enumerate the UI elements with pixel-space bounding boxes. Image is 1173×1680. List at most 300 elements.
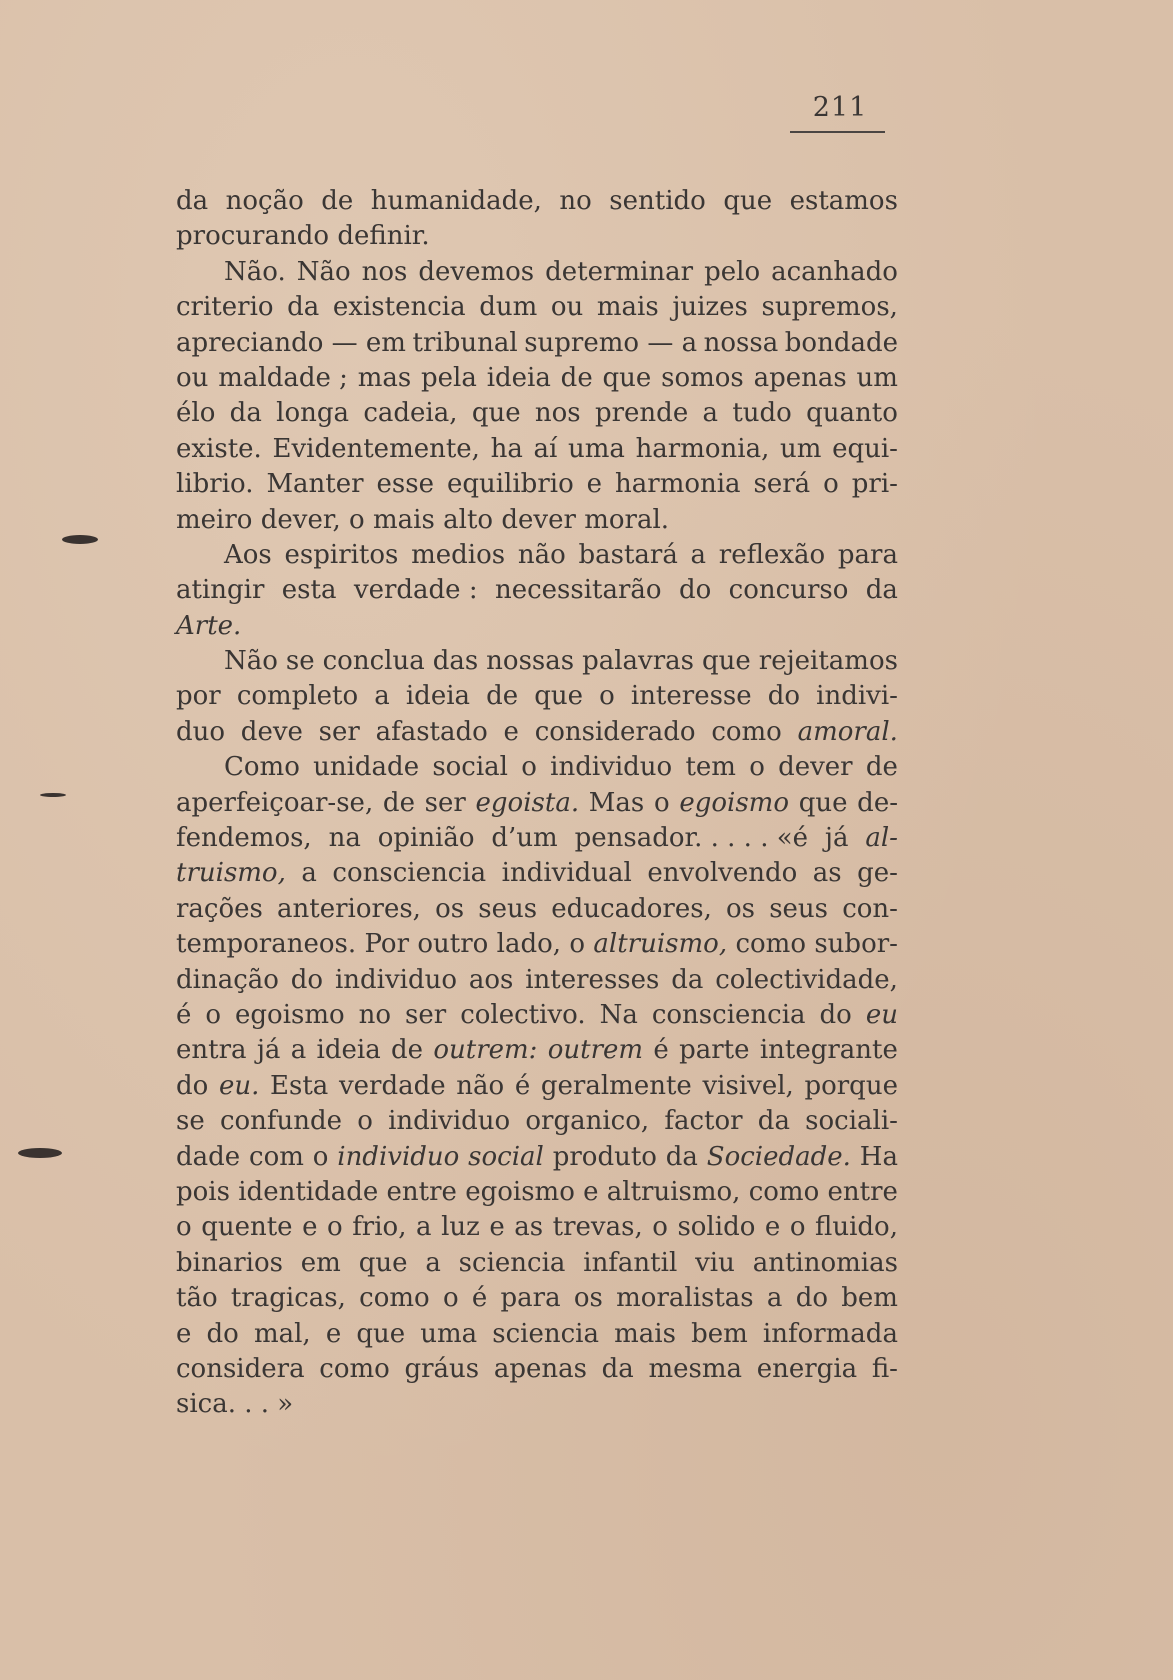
word: de [382,787,415,818]
word: sociali- [805,1106,898,1137]
word: Arte. [176,610,242,641]
word: individuo [334,964,458,995]
word: como [735,929,806,960]
word: atingir [176,575,265,606]
word: tribunal [412,327,518,358]
word: sentido [609,186,706,216]
text-line [176,821,898,856]
word: não [517,539,566,570]
word: temporaneos. [176,929,357,960]
word: confunde [219,1106,343,1137]
word: mais [596,292,659,323]
word: harmonia [615,469,741,500]
word: afastado [375,716,488,747]
word: Evidentemente, [272,433,480,464]
word: em [300,1247,341,1278]
word: existe. [176,433,262,464]
word: altruismo, [593,929,728,960]
text-line [176,998,898,1033]
word: opinião [377,823,475,854]
word: e [503,716,519,747]
word: interesse [630,681,752,712]
word: Esta [270,1070,329,1101]
word: antinomias [752,1247,898,1278]
text-line [176,432,898,467]
text-line [176,573,898,608]
word: duo [176,716,226,747]
word: meiro [176,504,253,535]
word: porque [804,1070,898,1101]
word: tão [176,1283,218,1314]
word: mais [373,504,435,535]
word: pensador. . . . . «é [574,823,809,854]
word: e [583,1176,599,1207]
word: anteriores, [277,893,421,924]
word: que [702,646,751,677]
word: dever [501,504,576,535]
text-line [176,503,898,538]
word: Manter [266,469,364,500]
word: definir. [337,221,430,252]
word: binarios [176,1247,283,1278]
word: eu [865,999,898,1030]
word: esta [281,575,337,606]
text-line [176,1281,898,1316]
text-line [176,538,898,573]
word: fluido, [815,1212,898,1243]
text-line [176,326,898,361]
word: integrante [759,1035,898,1066]
word: de [486,681,519,712]
word: energia [756,1353,858,1384]
word: o [789,1212,806,1243]
word: do [206,1318,239,1349]
word: estamos [789,186,898,216]
word: que [798,787,848,818]
word: do [795,1283,828,1314]
word: no [358,999,392,1030]
word: da [865,575,898,606]
text-line [176,609,898,644]
word: a [690,539,707,570]
text-line [176,396,898,431]
word: do [767,681,801,712]
word: rejeitamos [758,646,898,677]
text-line [176,361,898,396]
text-line [176,467,898,502]
word: como [319,1353,390,1384]
word: considera [176,1353,305,1384]
word: os [435,893,465,924]
word: e [489,1212,505,1243]
word: não [456,1070,505,1101]
text-line [176,715,898,750]
word: que [602,362,652,393]
word: mal, [253,1318,311,1349]
word: outrem: [433,1035,538,1066]
word: de [865,752,898,783]
word: como [748,1176,820,1207]
word: espiritos [284,539,399,570]
word: amoral. [797,716,898,747]
word: librio. [176,469,254,500]
word: individuo [337,1141,460,1172]
word: moralistas [616,1283,754,1314]
word: lado, [496,929,562,960]
word: gráus [404,1353,480,1384]
word: aperfeiçoar-se, [176,787,374,818]
text-line [176,1352,898,1387]
word: outrem [547,1035,644,1066]
word: fi- [871,1353,898,1384]
word: para [500,1283,561,1314]
word: educadores, [551,893,712,924]
word: tudo [732,398,792,429]
text-line [176,184,898,219]
text-line [176,1387,898,1422]
word: egoista. [475,787,580,818]
word: individuo [550,752,673,783]
word: ideia [486,362,551,393]
text-line [176,219,898,254]
word: ou [550,292,584,323]
word: o [327,1212,343,1243]
word: fendemos, [176,823,312,854]
word: sciencia [492,1318,599,1349]
word: da [287,292,320,323]
word: que [534,681,584,712]
word: o [442,1283,459,1314]
text-line [176,927,898,962]
word: maldade ; [218,362,348,393]
word: nossas [486,646,575,677]
word: bem [691,1318,748,1349]
word: nos [534,398,581,429]
word: quente [201,1212,293,1243]
word: a [425,1247,441,1278]
word: dinação [176,964,279,995]
word: para [837,539,898,570]
word: a [374,681,390,712]
word: que [356,1318,406,1349]
word: da [671,964,704,995]
word: como [359,1283,430,1314]
word: aí [533,433,558,464]
word: esse [376,469,434,500]
word: parte [679,1035,750,1066]
word: se [176,1106,205,1137]
word: Não [224,646,278,677]
text-line [176,644,898,679]
word: conclua [322,646,425,677]
word: o [652,1212,668,1243]
word: colectividade, [715,964,898,995]
text-line [176,1317,898,1352]
word: a [702,398,719,429]
word: da [176,186,209,216]
word: verdade [338,1070,446,1101]
word: de [560,362,593,393]
word: palavras [582,646,695,677]
word: equi- [832,433,898,464]
word: uma [420,1318,478,1349]
word: verdade : [353,575,478,606]
word: viu [695,1247,735,1278]
word: da [601,1353,634,1384]
word: rações [176,893,263,924]
word: produto [552,1141,657,1172]
word: Como [224,752,300,783]
word: Não. [224,256,286,287]
text-line [176,1033,898,1068]
word: Mas [588,787,645,818]
word: deve [240,716,303,747]
word: Não [296,256,351,287]
text-line [176,1069,898,1104]
text-line [176,679,898,714]
word: e [176,1318,192,1349]
text-line [176,1246,898,1281]
word: completo [236,681,359,712]
word: bondade [784,327,898,358]
word: é [514,1070,531,1101]
word: da [757,1106,790,1137]
word: o [653,787,670,818]
word: al- [865,823,898,854]
word: se [285,646,315,677]
text-line [176,856,898,891]
word: que [723,186,773,216]
word: factor [664,1106,743,1137]
word: egoismo [235,999,345,1030]
word: é [471,1283,488,1314]
word: os [726,893,756,924]
word: entre [386,1176,457,1207]
word: dade [176,1141,241,1172]
word: Ha [859,1141,898,1172]
word: o [176,1212,192,1243]
word: o [599,681,615,712]
word: entra [176,1035,247,1066]
word: mesma [648,1353,743,1384]
word: frio, [352,1212,407,1243]
word: nossa [703,327,779,358]
word: criterio [176,292,274,323]
page-number: 211 [812,92,868,123]
word: eu. [218,1070,260,1101]
word: a [290,1035,307,1066]
word: ha [490,433,523,464]
word: concurso [728,575,849,606]
word: como [711,716,782,747]
word: o [823,469,839,500]
word: trevas, [552,1212,643,1243]
word: do [819,999,852,1030]
text-line [176,1210,898,1245]
word: reflexão [718,539,826,570]
word: consciencia [332,858,487,889]
word: noção [225,186,304,216]
word: outro [417,929,489,960]
word: geralmente [540,1070,692,1101]
word: na [328,823,361,854]
text-line [176,1175,898,1210]
word: um [780,433,822,464]
word: da [665,1141,698,1172]
word: por [176,681,221,712]
text-line [176,1104,898,1139]
word: ideia [316,1035,381,1066]
word: o [357,1106,373,1137]
word: egoismo [679,787,789,818]
word: entre [827,1176,898,1207]
word: moral. [584,504,670,535]
word: mas [357,362,412,393]
word: um [856,362,898,393]
word: será [753,469,811,500]
word: no [559,186,592,216]
word: pelo [704,256,761,287]
word: é [176,999,192,1030]
word: que [358,1247,408,1278]
word: alto [443,504,494,535]
word: de- [857,787,898,818]
word: e [302,1212,318,1243]
word: o [205,999,222,1030]
page-number-rule [790,131,885,133]
word: individual [501,858,632,889]
word: d’um [491,823,558,854]
ink-blot-mark [18,1148,62,1158]
word: pri- [851,469,898,500]
word: egoismo [465,1176,575,1207]
word: juizes [672,292,748,323]
word: Na [599,999,638,1030]
word: Por [364,929,409,960]
word: dever [778,752,853,783]
word: sica. . . » [176,1389,294,1420]
word: procurando [176,221,330,252]
body-text [176,184,898,1423]
word: equilibrio [446,469,574,500]
word: apreciando — em [176,327,406,358]
word: de [391,1035,424,1066]
word: as [514,1212,544,1243]
word: bem [841,1283,898,1314]
word: con- [842,893,898,924]
word: interesses [525,964,660,995]
ink-blot-mark [62,535,98,544]
word: ser [318,716,360,747]
word: apenas [753,362,847,393]
word: seus [769,893,829,924]
word: identidade [238,1176,379,1207]
word: visivel, [702,1070,794,1101]
word: humanidade, [370,186,542,216]
word: aos [468,964,514,995]
word: da [229,398,262,429]
word: tem [685,752,736,783]
word: do [176,1070,209,1101]
word: infantil [583,1247,678,1278]
word: ideia [405,681,471,712]
word: ser [405,999,447,1030]
word: o [749,752,765,783]
word: o [312,1141,329,1172]
word: harmonia, [635,433,770,464]
word: ge- [857,858,898,889]
text-line [176,963,898,998]
word: cadeia, [363,398,458,429]
text-line [176,750,898,785]
word: supremo — a [524,327,698,358]
word: e [764,1212,781,1243]
word: individuo [388,1106,511,1137]
word: a [766,1283,783,1314]
word: consciencia [651,999,806,1030]
word: somos [661,362,744,393]
word: apenas [493,1353,587,1384]
word: social [468,1141,544,1172]
text-line [176,255,898,290]
word: uma [568,433,625,464]
word: do [678,575,712,606]
word: acanhado [771,256,898,287]
word: com [249,1141,304,1172]
word: colectivo. [460,999,586,1030]
word: ser [424,787,466,818]
word: necessitarão [494,575,662,606]
word: devemos [418,256,535,287]
text-line [176,786,898,821]
word: e [586,469,603,500]
word: que [471,398,521,429]
word: Sociedade. [706,1141,851,1172]
word: já [824,823,849,854]
word: já [256,1035,281,1066]
word: pela [421,362,477,393]
word: mais [614,1318,676,1349]
word: dever, [260,504,341,535]
word: organico, [525,1106,650,1137]
word: supremos, [761,292,898,323]
word: de [321,186,354,216]
word: seus [478,893,538,924]
word: subor- [814,929,898,960]
word: a [416,1212,432,1243]
word: a [301,858,317,889]
word: ou [176,362,209,393]
word: longa [276,398,349,429]
word: do [290,964,324,995]
word: social [432,752,509,783]
word: prende [594,398,689,429]
word: nos [361,256,408,287]
word: luz [441,1212,480,1243]
ink-blot-mark [40,793,66,797]
word: élo [176,398,216,429]
word: das [432,646,479,677]
word: informada [762,1318,898,1349]
word: truismo, [176,858,286,889]
word: altruismo, [606,1176,741,1207]
word: indivi- [816,681,898,712]
word: e [325,1318,342,1349]
word: existencia [332,292,466,323]
word: o [569,929,586,960]
word: bastará [578,539,678,570]
text-line [176,892,898,927]
